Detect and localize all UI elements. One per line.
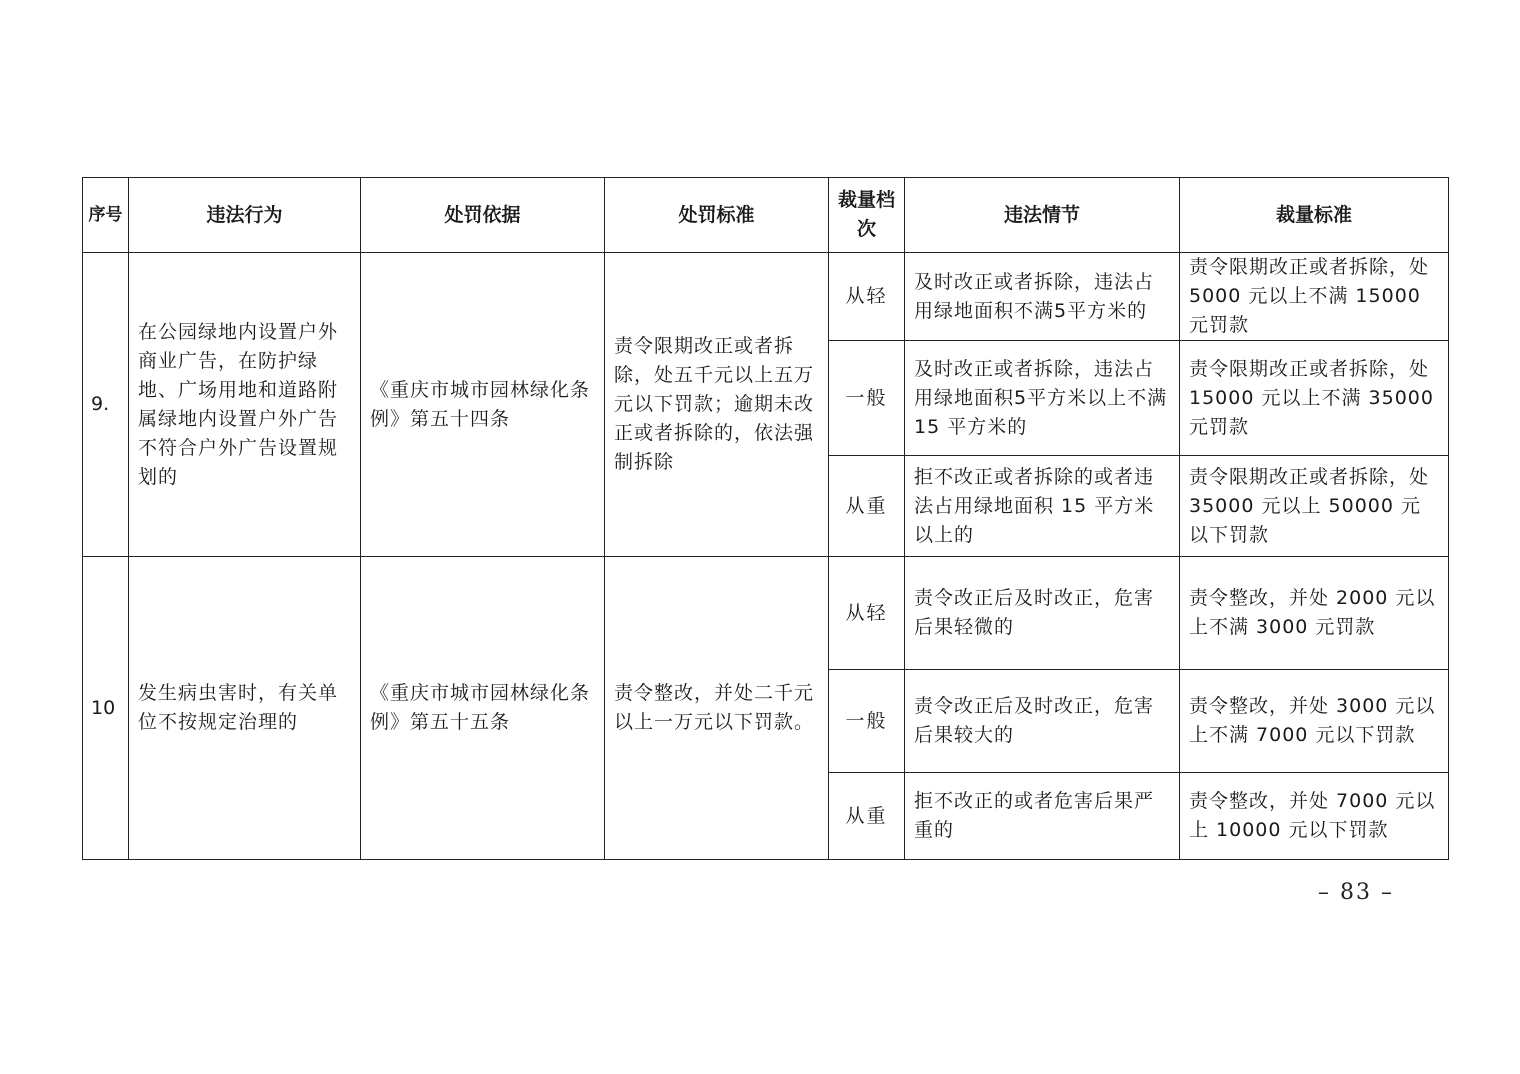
circumstance-cell — [905, 670, 1180, 773]
header-level-label: 裁量档次 — [837, 189, 895, 240]
row-basis: 《重庆市城市园林绿化条例》第五十四条 — [370, 378, 591, 430]
row-behavior-cell — [129, 557, 361, 860]
level-cell — [829, 670, 905, 773]
table-row — [83, 557, 1449, 670]
circumstance-cell — [905, 557, 1180, 670]
discretion-cell — [1180, 456, 1449, 557]
row-standard-cell — [605, 253, 829, 557]
discretion-text: 责令整改，并处 3000 元以上不满 7000 元以下罚款 — [1189, 695, 1436, 746]
discretion-cell — [1180, 773, 1449, 860]
level-label: 从轻 — [845, 285, 888, 307]
circumstance-text: 责令改正后及时改正，危害后果较大的 — [914, 695, 1155, 746]
row-behavior: 在公园绿地内设置户外商业广告，在防护绿地、广场用地和道路附属绿地内设置户外广告不符合户外广告设置规划的 — [138, 320, 339, 488]
level-cell — [829, 456, 905, 557]
header-circumstance: 违法情节 — [905, 178, 1180, 253]
page-number: – 83 – — [1318, 880, 1394, 905]
level-label: 从重 — [845, 494, 888, 517]
level-label: 一般 — [845, 709, 888, 732]
discretion-cell — [1180, 557, 1449, 670]
circumstance-cell — [905, 253, 1180, 341]
circumstance-text: 责令改正后及时改正，危害后果轻微的 — [914, 587, 1155, 638]
header-standard: 处罚标准 — [605, 178, 829, 253]
discretion-text: 责令整改，并处 7000 元以上 10000 元以下罚款 — [1189, 790, 1436, 841]
table-row — [83, 253, 1449, 341]
level-label: 从轻 — [845, 601, 888, 624]
circumstance-cell — [905, 341, 1180, 456]
circumstance-text: 拒不改正或者拆除的或者违法占用绿地面积 15 平方米以上的 — [914, 465, 1155, 546]
circumstance-cell — [905, 456, 1180, 557]
header-basis: 处罚依据 — [361, 178, 605, 253]
header-discretion: 裁量标准 — [1180, 178, 1449, 253]
table-header-row — [83, 178, 1449, 253]
discretion-cell — [1180, 253, 1449, 341]
penalty-discretion-table — [82, 177, 1449, 860]
header-behavior: 违法行为 — [129, 178, 361, 253]
header-level — [829, 178, 905, 253]
level-label: 一般 — [845, 386, 888, 409]
circumstance-cell — [905, 773, 1180, 860]
row-standard: 责令限期改正或者拆除，处五千元以上五万元以下罚款；逾期未改正或者拆除的，依法强制拆除 — [614, 335, 815, 473]
row-basis-cell — [361, 557, 605, 860]
discretion-cell — [1180, 341, 1449, 456]
discretion-text: 责令限期改正或者拆除，处 15000 元以上不满 35000 元罚款 — [1189, 357, 1434, 438]
row-seq-cell — [83, 253, 129, 557]
level-label: 从重 — [845, 804, 888, 827]
level-cell — [829, 341, 905, 456]
discretion-text: 责令整改，并处 2000 元以上不满 3000 元罚款 — [1189, 587, 1436, 638]
discretion-text: 责令限期改正或者拆除，处 5000 元以上不满 15000 元罚款 — [1189, 256, 1430, 336]
discretion-cell — [1180, 670, 1449, 773]
level-cell — [829, 253, 905, 341]
row-seq-cell — [83, 557, 129, 860]
level-cell — [829, 557, 905, 670]
row-standard-cell — [605, 557, 829, 860]
header-seq: 序号 — [83, 178, 129, 253]
row-behavior: 发生病虫害时，有关单位不按规定治理的 — [138, 682, 339, 733]
circumstance-text: 及时改正或者拆除，违法占用绿地面积不满5平方米的 — [914, 270, 1155, 322]
circumstance-text: 及时改正或者拆除，违法占用绿地面积5平方米以上不满 15 平方米的 — [914, 357, 1168, 438]
level-cell — [829, 773, 905, 860]
discretion-text: 责令限期改正或者拆除，处 35000 元以上 50000 元以下罚款 — [1189, 465, 1430, 546]
row-standard: 责令整改，并处二千元以上一万元以下罚款。 — [614, 682, 815, 733]
circumstance-text: 拒不改正的或者危害后果严重的 — [914, 790, 1155, 841]
row-basis-cell — [361, 253, 605, 557]
row-behavior-cell — [129, 253, 361, 557]
row-basis: 《重庆市城市园林绿化条例》第五十五条 — [370, 682, 591, 733]
row-seq: 9. — [91, 393, 110, 415]
row-seq: 10 — [91, 696, 116, 719]
